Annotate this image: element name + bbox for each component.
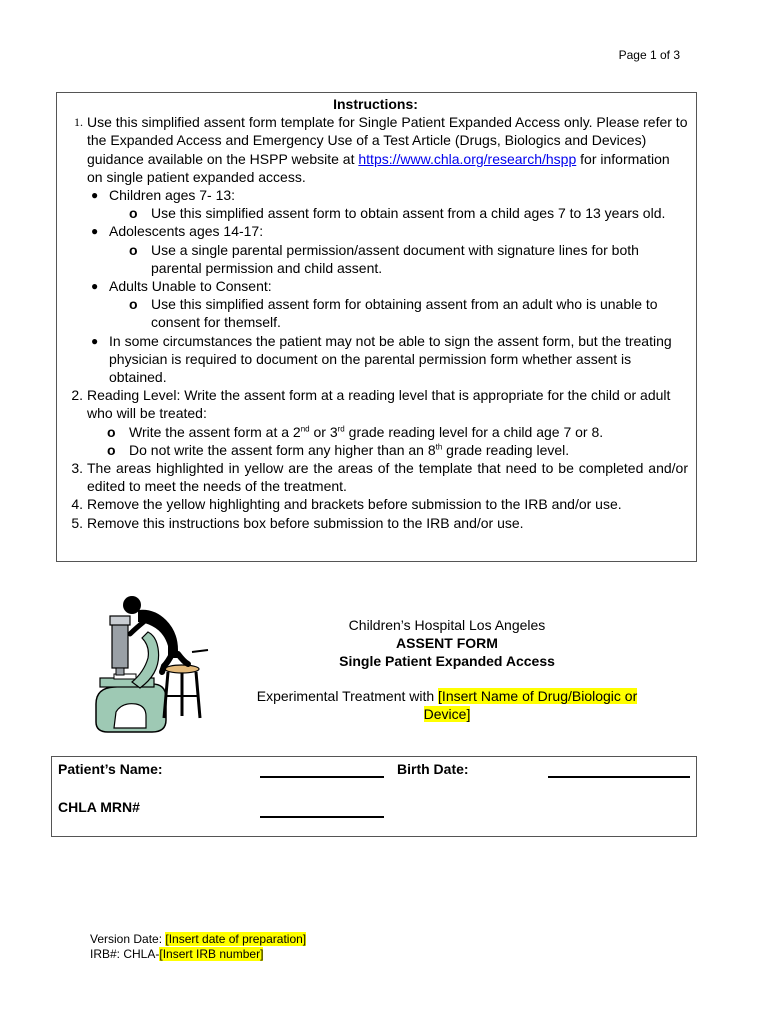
irb-number: [90, 947, 306, 962]
item-number: 4.: [71, 496, 83, 513]
bullet-item: [87, 186, 688, 222]
sub-bullet-icon: o: [129, 296, 138, 313]
form-header: [232, 616, 662, 723]
instructions-box: [56, 92, 697, 562]
form-subtitle: Single Patient Expanded Access: [339, 653, 555, 669]
sub-bullet-icon: o: [129, 241, 138, 258]
sub-item: [107, 441, 688, 459]
treatment-line-2: [232, 705, 662, 723]
treatment-line: [232, 687, 662, 705]
bullet-dot-icon: ●: [91, 224, 99, 239]
version-date: [90, 932, 306, 947]
instruction-item-5: [63, 514, 688, 532]
microscope-arm: [132, 632, 159, 688]
sub-bullet-icon: o: [107, 441, 116, 458]
bullet-dot-icon: ●: [91, 188, 99, 203]
instructions-title: Instructions:: [333, 96, 418, 112]
version-footer: [90, 932, 306, 962]
item-number: 1.: [74, 115, 83, 130]
treatment-label: Experimental Treatment with: [256, 688, 439, 704]
microscope-eyepiece: [110, 616, 130, 625]
sub-item: [129, 241, 688, 277]
sub-item-text: Use this simplified assent form for obtaining assent from an adult who is unable to consent for themself.: [151, 296, 658, 331]
superscript: nd: [300, 424, 310, 433]
hspp-link[interactable]: https://www.chla.org/research/hspp: [358, 150, 577, 167]
instruction-text: Remove the yellow highlighting and brackets before submission to the IRB and/or use.: [87, 496, 622, 513]
bullet-label: Adolescents ages 14-17:: [109, 223, 264, 240]
instruction-item-1: [63, 113, 688, 386]
bullet-label: In some circumstances the patient may not be able to sign the assent form, but the treating physician is required to document on the parental permission form whether assent is obtained.: [109, 332, 672, 386]
sub-item: [129, 204, 688, 222]
sub-item-text: grade reading level.: [442, 441, 570, 458]
patient-info-box: [51, 756, 697, 837]
treatment-placeholder: [Insert Name of Drug/Biologic or: [438, 688, 638, 704]
instruction-text: Use this simplified assent form template for Single Patient Expanded Access only. Please refer to the Expanded Access and Emergency Use of a Test Article (Drugs, Biologics and Devices) guidance available on the HSPP website at: [87, 114, 688, 167]
sub-item-text: Write the assent form at a 2: [129, 423, 301, 440]
microscope-tube: [112, 624, 128, 668]
sub-item: [129, 295, 688, 331]
sub-item: [107, 423, 688, 441]
scientist-leg: [178, 654, 188, 664]
stool-seat: [165, 665, 199, 673]
instruction-text: Remove this instructions box before submission to the IRB and/or use.: [87, 514, 524, 531]
irb-label: IRB#: CHLA-: [90, 947, 160, 961]
scientist-microscope-illustration: [92, 592, 214, 738]
patient-name-line[interactable]: [260, 776, 384, 778]
page-number: Page 1 of 3: [618, 48, 680, 62]
instruction-text: Reading Level: Write the assent form at a reading level that is appropriate for the child or adult who will be treated:: [87, 387, 671, 422]
superscript: rd: [337, 424, 345, 433]
item-number: 2.: [71, 387, 83, 404]
item-number: 3.: [71, 460, 83, 477]
mrn-line[interactable]: [260, 816, 384, 818]
instruction-item-2: [63, 386, 688, 459]
bullet-label: Children ages 7- 13:: [109, 187, 236, 204]
bullet-item: [87, 332, 688, 387]
item-number: 5.: [71, 514, 83, 531]
sub-item-text: Use this simplified assent form to obtain assent from a child ages 7 to 13 years old.: [151, 205, 666, 222]
scientist-arm: [130, 620, 146, 634]
irb-placeholder: [Insert IRB number]: [159, 947, 264, 961]
bullet-dot-icon: ●: [91, 279, 99, 294]
instruction-item-4: [63, 495, 688, 513]
sub-bullet-icon: o: [129, 205, 138, 222]
bullet-label: Adults Unable to Consent:: [109, 278, 272, 295]
bullet-item: [87, 277, 688, 332]
treatment-placeholder-cont: Device]: [423, 706, 471, 722]
birth-date-label: Birth Date:: [397, 761, 469, 777]
instruction-text-cont: for information on single patient expanded access.: [87, 150, 670, 185]
mrn-label: CHLA MRN#: [58, 799, 140, 815]
sub-item-text: grade reading level for a child age 7 or 8.: [344, 423, 604, 440]
form-title: ASSENT FORM: [396, 635, 498, 651]
sub-bullet-icon: o: [107, 423, 116, 440]
sub-item-text: Use a single parental permission/assent document with signature lines for both parental permission and child assent.: [151, 241, 639, 276]
sub-item-text: Do not write the assent form any higher than an 8: [129, 441, 436, 458]
microscope-objective: [116, 668, 124, 675]
instruction-text: The areas highlighted in yellow are the areas of the template that need to be completed and/or edited to meet the needs of the treatment.: [87, 460, 688, 495]
instruction-item-3: [63, 459, 688, 495]
patient-name-label: Patient’s Name:: [58, 761, 163, 777]
bullet-item: [87, 222, 688, 277]
bullet-dot-icon: ●: [91, 333, 99, 348]
hospital-name: Children’s Hospital Los Angeles: [348, 617, 546, 633]
sub-item-text: or 3: [309, 423, 338, 440]
birth-date-line[interactable]: [548, 776, 690, 778]
superscript: th: [435, 442, 443, 452]
version-label: Version Date:: [90, 932, 166, 946]
version-placeholder: [Insert date of preparation]: [165, 932, 307, 946]
